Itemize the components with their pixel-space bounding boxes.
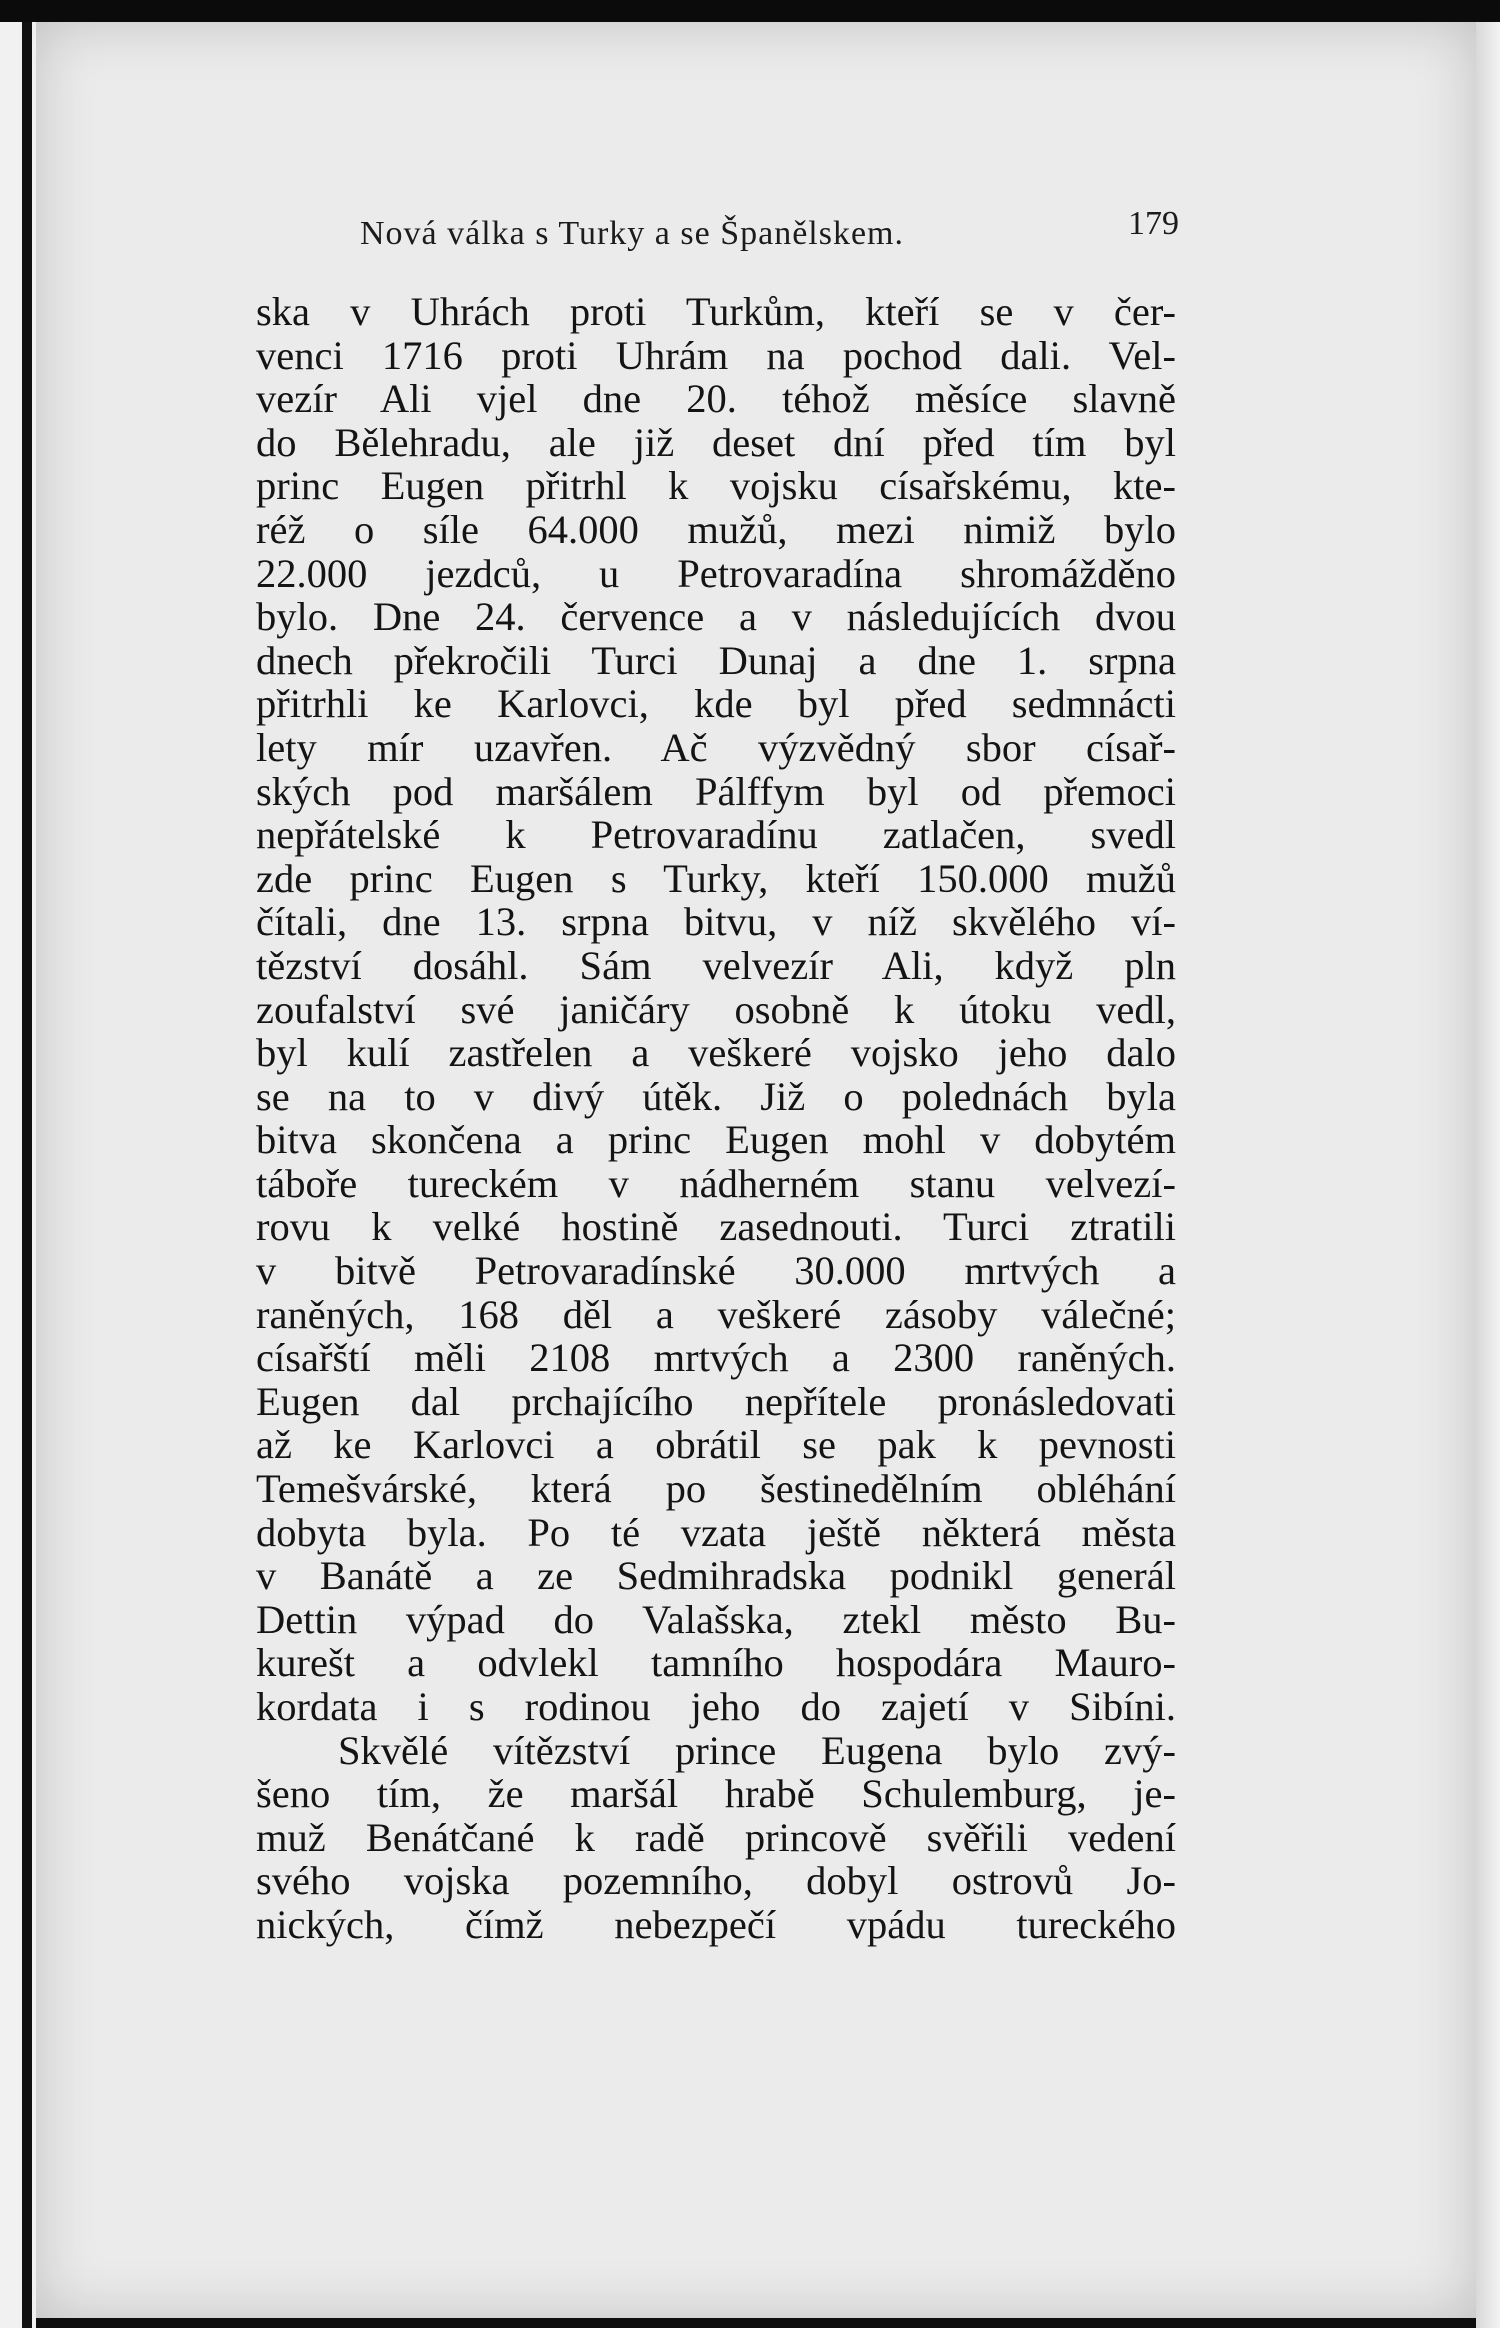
text-line: nických, čímž nebezpečí vpádu tureckého xyxy=(256,1901,1176,1947)
text-line: vezír Ali vjel dne 20. téhož měsíce slavně xyxy=(256,376,1176,422)
text-line: zoufalství své janičáry osobně k útoku vedl, xyxy=(256,986,1176,1032)
text-line: v Banátě a ze Sedmihradska podnikl generál xyxy=(256,1553,1176,1599)
page-number: 179 xyxy=(1128,205,1179,242)
text-line: do Bělehradu, ale již deset dní před tím byl xyxy=(256,419,1176,465)
text-line: 22.000 jezdců, u Petrovaradína shromážděno xyxy=(256,550,1176,596)
text-line: dnech překročili Turci Dunaj a dne 1. srpna xyxy=(256,637,1176,683)
text-line: venci 1716 proti Uhrám na pochod dali. Vel- xyxy=(256,332,1176,378)
text-line: réž o síle 64.000 mužů, mezi nimiž bylo xyxy=(256,506,1176,552)
text-line: v bitvě Petrovaradínské 30.000 mrtvých a xyxy=(256,1248,1176,1294)
text-line: lety mír uzavřen. Ač výzvědný sbor císař- xyxy=(256,724,1176,770)
text-line: muž Benátčané k radě princově svěřili vedení xyxy=(256,1814,1176,1860)
text-line: kurešt a odvlekl tamního hospodára Mauro- xyxy=(256,1640,1176,1686)
text-line: princ Eugen přitrhl k vojsku císařskému, kte- xyxy=(256,463,1176,509)
text-line: ských pod maršálem Pálffym byl od přemoci xyxy=(256,768,1176,814)
text-line: čítali, dne 13. srpna bitvu, v níž skvělého ví- xyxy=(256,899,1176,945)
text-line: přitrhli ke Karlovci, kde byl před sedmnácti xyxy=(256,681,1176,727)
binding-shadow xyxy=(22,0,32,2328)
text-line: Dettin výpad do Valašska, ztekl město Bu- xyxy=(256,1596,1176,1642)
text-line-indented: Skvělé vítězství prince Eugena bylo zvý- xyxy=(338,1727,1176,1773)
text-line: šeno tím, že maršál hrabě Schulemburg, je- xyxy=(256,1771,1176,1817)
text-line: kordata i s rodinou jeho do zajetí v Sibíni. xyxy=(256,1684,1176,1729)
text-line: raněných, 168 děl a veškeré zásoby válečné; xyxy=(256,1291,1176,1337)
text-line: nepřátelské k Petrovaradínu zatlačen, svedl xyxy=(256,812,1176,858)
page-right-edge xyxy=(1476,0,1500,2328)
text-line: dobyta byla. Po té vzata ještě některá města xyxy=(256,1509,1176,1555)
text-line: bylo. Dne 24. července a v následujících dvou xyxy=(256,594,1176,640)
text-line: císařští měli 2108 mrtvých a 2300 raněných. xyxy=(256,1335,1176,1381)
text-line: Temešvárské, která po šestinedělním obléhání xyxy=(256,1466,1176,1512)
body-text xyxy=(256,290,1176,1947)
text-line: zde princ Eugen s Turky, kteří 150.000 mužů xyxy=(256,855,1176,901)
running-head: Nová válka s Turky a se Španělskem. xyxy=(360,215,905,252)
text-line: ska v Uhrách proti Turkům, kteří se v čer- xyxy=(256,289,1176,334)
text-line: byl kulí zastřelen a veškeré vojsko jeho dalo xyxy=(256,1030,1176,1076)
text-line: bitva skončena a princ Eugen mohl v dobytém xyxy=(256,1117,1176,1163)
scan-top-edge xyxy=(0,0,1500,22)
text-line: rovu k velké hostině zasednouti. Turci ztratili xyxy=(256,1204,1176,1250)
text-line: tězství dosáhl. Sám velvezír Ali, když pln xyxy=(256,942,1176,988)
text-line: Eugen dal prchajícího nepřítele pronásledovati xyxy=(256,1378,1176,1424)
text-line: až ke Karlovci a obrátil se pak k pevnosti xyxy=(256,1422,1176,1468)
text-line: svého vojska pozemního, dobyl ostrovů Jo- xyxy=(256,1858,1176,1904)
text-line: táboře tureckém v nádherném stanu velvezí- xyxy=(256,1160,1176,1206)
text-line: se na to v divý útěk. Již o polednách byla xyxy=(256,1073,1176,1119)
